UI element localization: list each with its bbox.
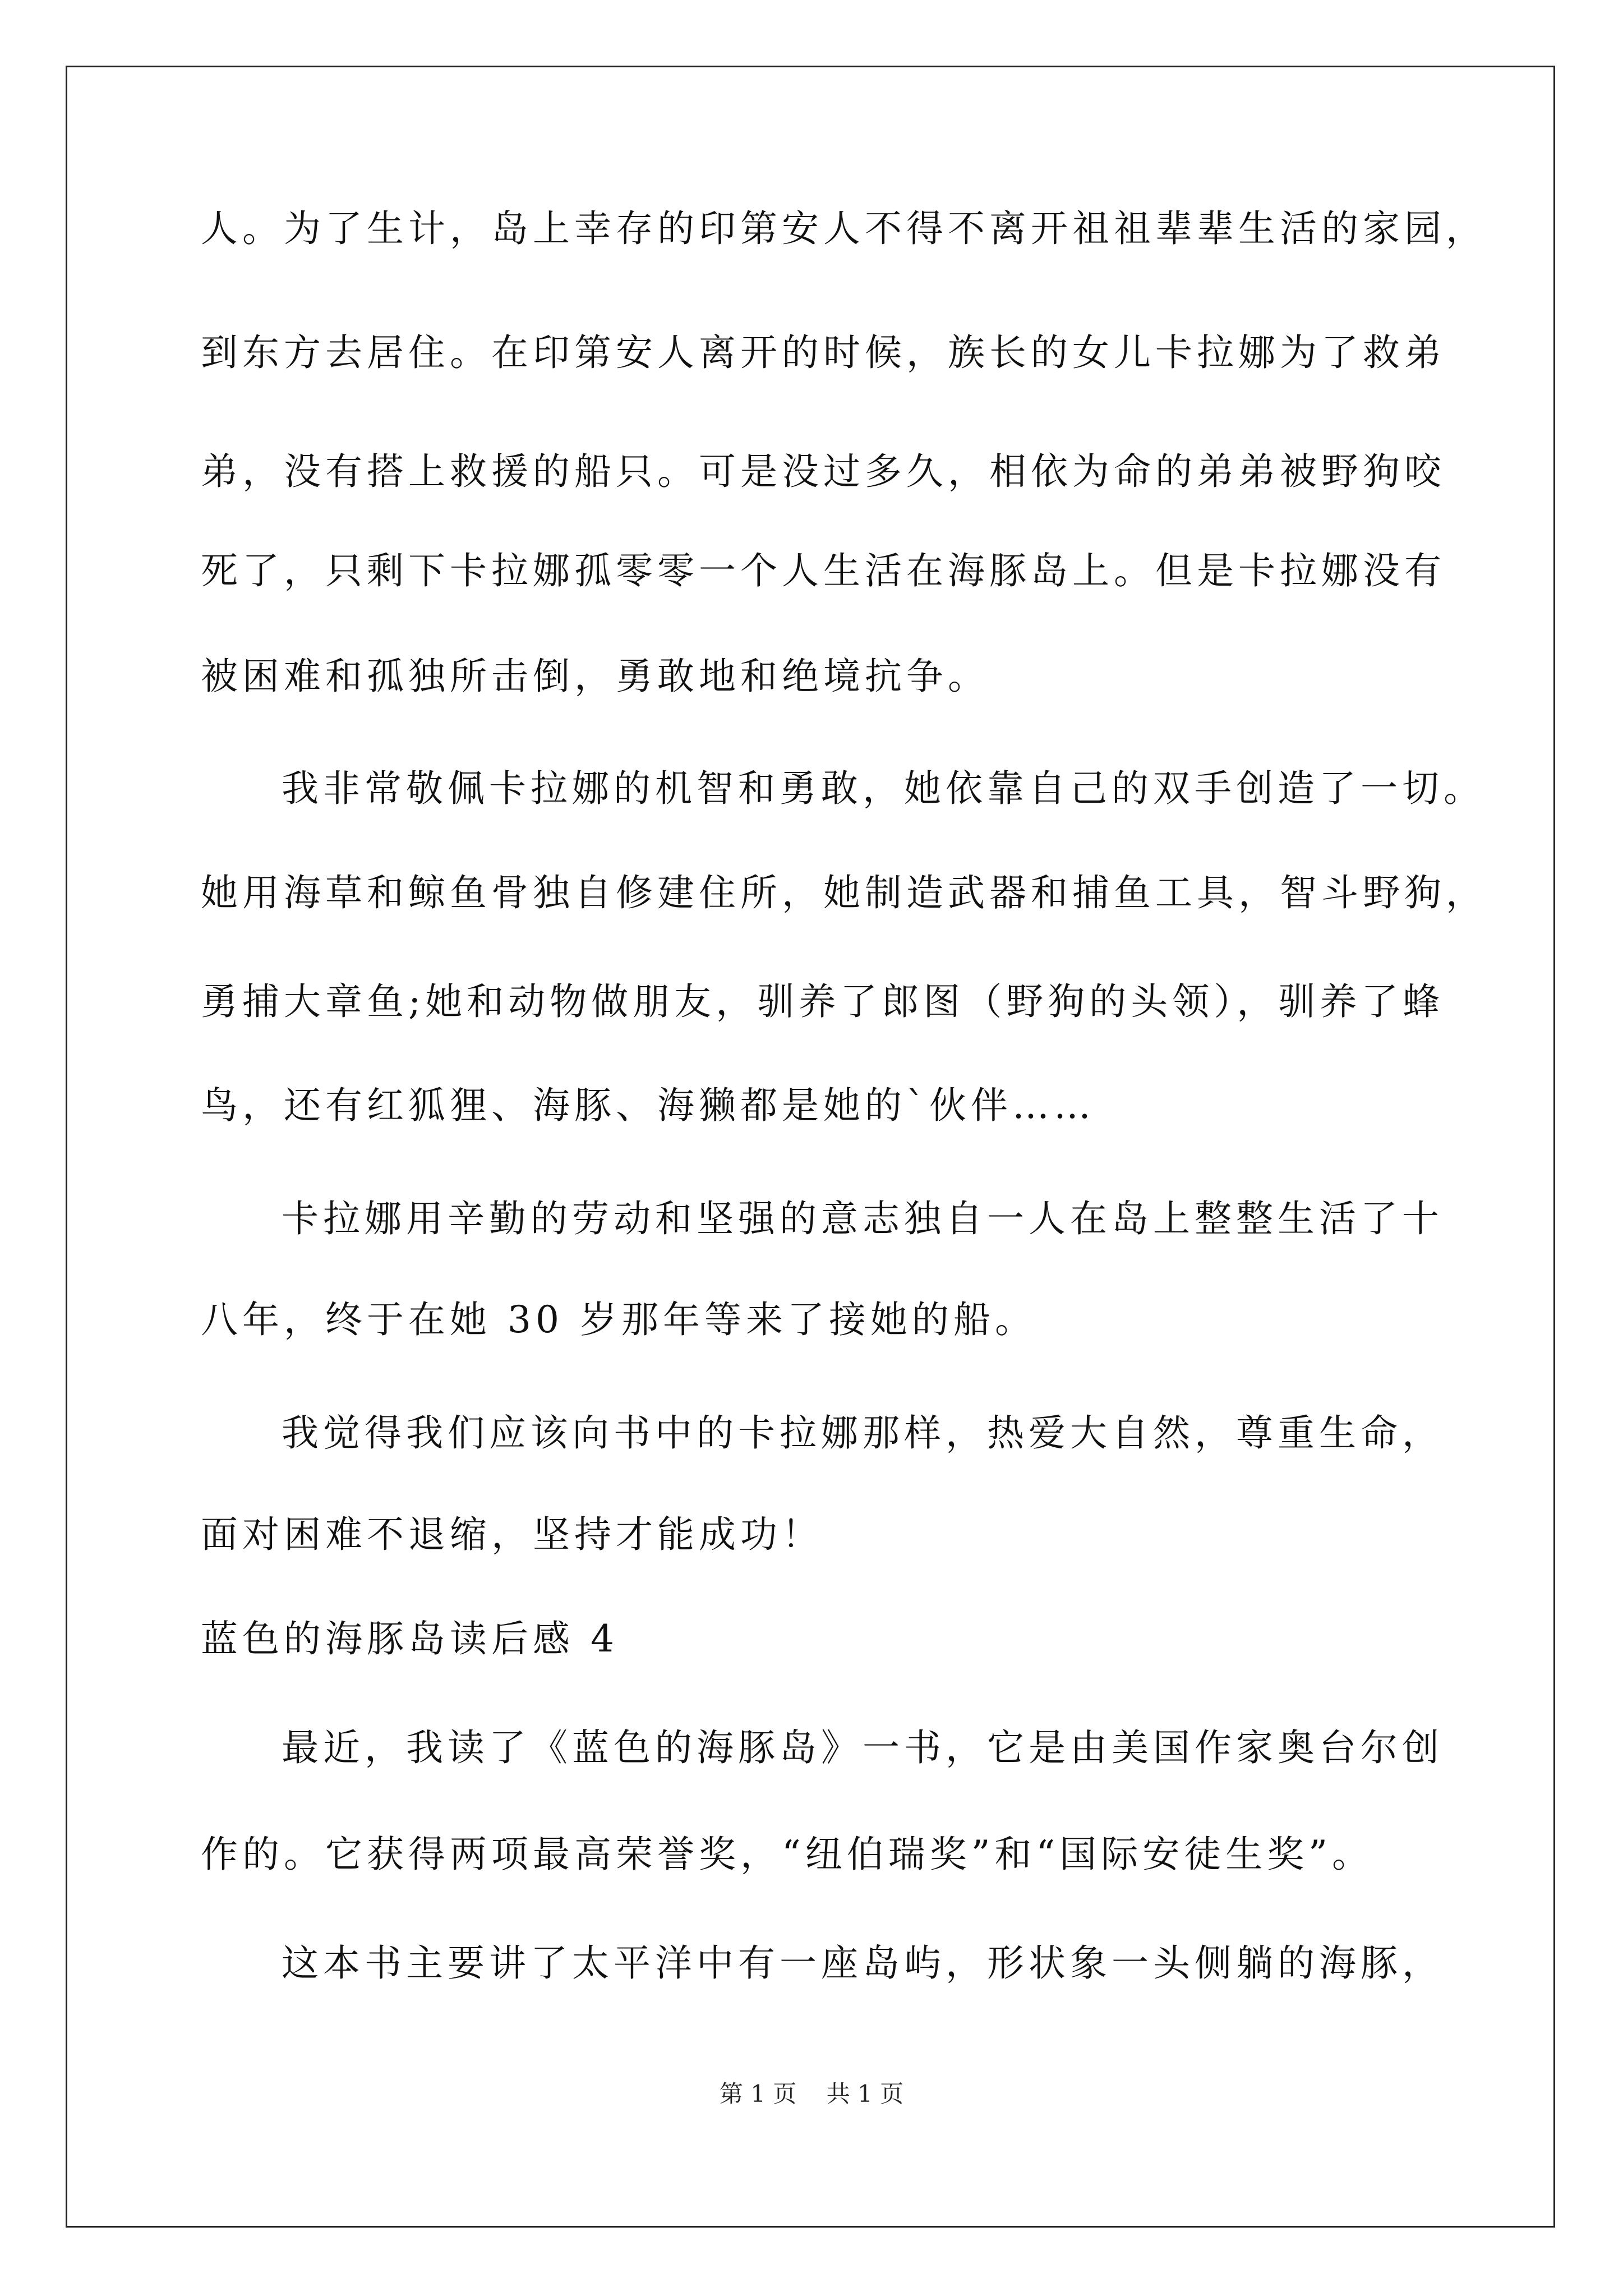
paragraph-line: 到东方去居住。在印第安人离开的时候，族长的女儿卡拉娜为了救弟 [201, 331, 1446, 374]
page-footer: 第 1 页 共 1 页 [719, 2080, 904, 2108]
paragraph-line: 人。为了生计，岛上幸存的印第安人不得不离开祖祖辈辈生活的家园， [201, 207, 1487, 250]
paragraph-line: 弟，没有搭上救援的船只。可是没过多久，相依为命的弟弟被野狗咬 [201, 450, 1446, 493]
paragraph-line: 她用海草和鲸鱼骨独自修建住所，她制造武器和捕鱼工具，智斗野狗， [201, 871, 1487, 914]
paragraph-line: 作的。它获得两项最高荣誉奖，“纽伯瑞奖”和“国际安徒生奖”。 [201, 1833, 1373, 1876]
section-heading: 蓝色的海豚岛读后感 4 [201, 1617, 619, 1660]
paragraph-line: 我非常敬佩卡拉娜的机智和勇敢，她依靠自己的双手创造了一切。 [282, 767, 1485, 810]
paragraph-line: 面对困难不退缩，坚持才能成功！ [201, 1513, 823, 1556]
paragraph-line: 最近，我读了《蓝色的海豚岛》一书，它是由美国作家奥台尔创 [282, 1726, 1444, 1769]
paragraph-line: 八年，终于在她 30 岁那年等来了接她的船。 [201, 1298, 1036, 1341]
paragraph-line: 死了，只剩下卡拉娜孤零零一个人生活在海豚岛上。但是卡拉娜没有 [201, 549, 1446, 592]
paragraph-line: 被困难和孤独所击倒，勇敢地和绝境抗争。 [201, 655, 989, 698]
paragraph-line: 勇捕大章鱼;她和动物做朋友，驯养了郎图（野狗的头领），驯养了蜂 [201, 980, 1445, 1023]
paragraph-line: 我觉得我们应该向书中的卡拉娜那样，热爱大自然，尊重生命， [282, 1411, 1444, 1455]
paragraph-line: 鸟，还有红狐狸、海豚、海獭都是她的`伙伴…… [201, 1084, 1095, 1127]
paragraph-line: 这本书主要讲了太平洋中有一座岛屿，形状象一头侧躺的海豚， [282, 1941, 1444, 1985]
paragraph-line: 卡拉娜用辛勤的劳动和坚强的意志独自一人在岛上整整生活了十 [282, 1197, 1444, 1240]
page-border [66, 66, 1555, 2228]
